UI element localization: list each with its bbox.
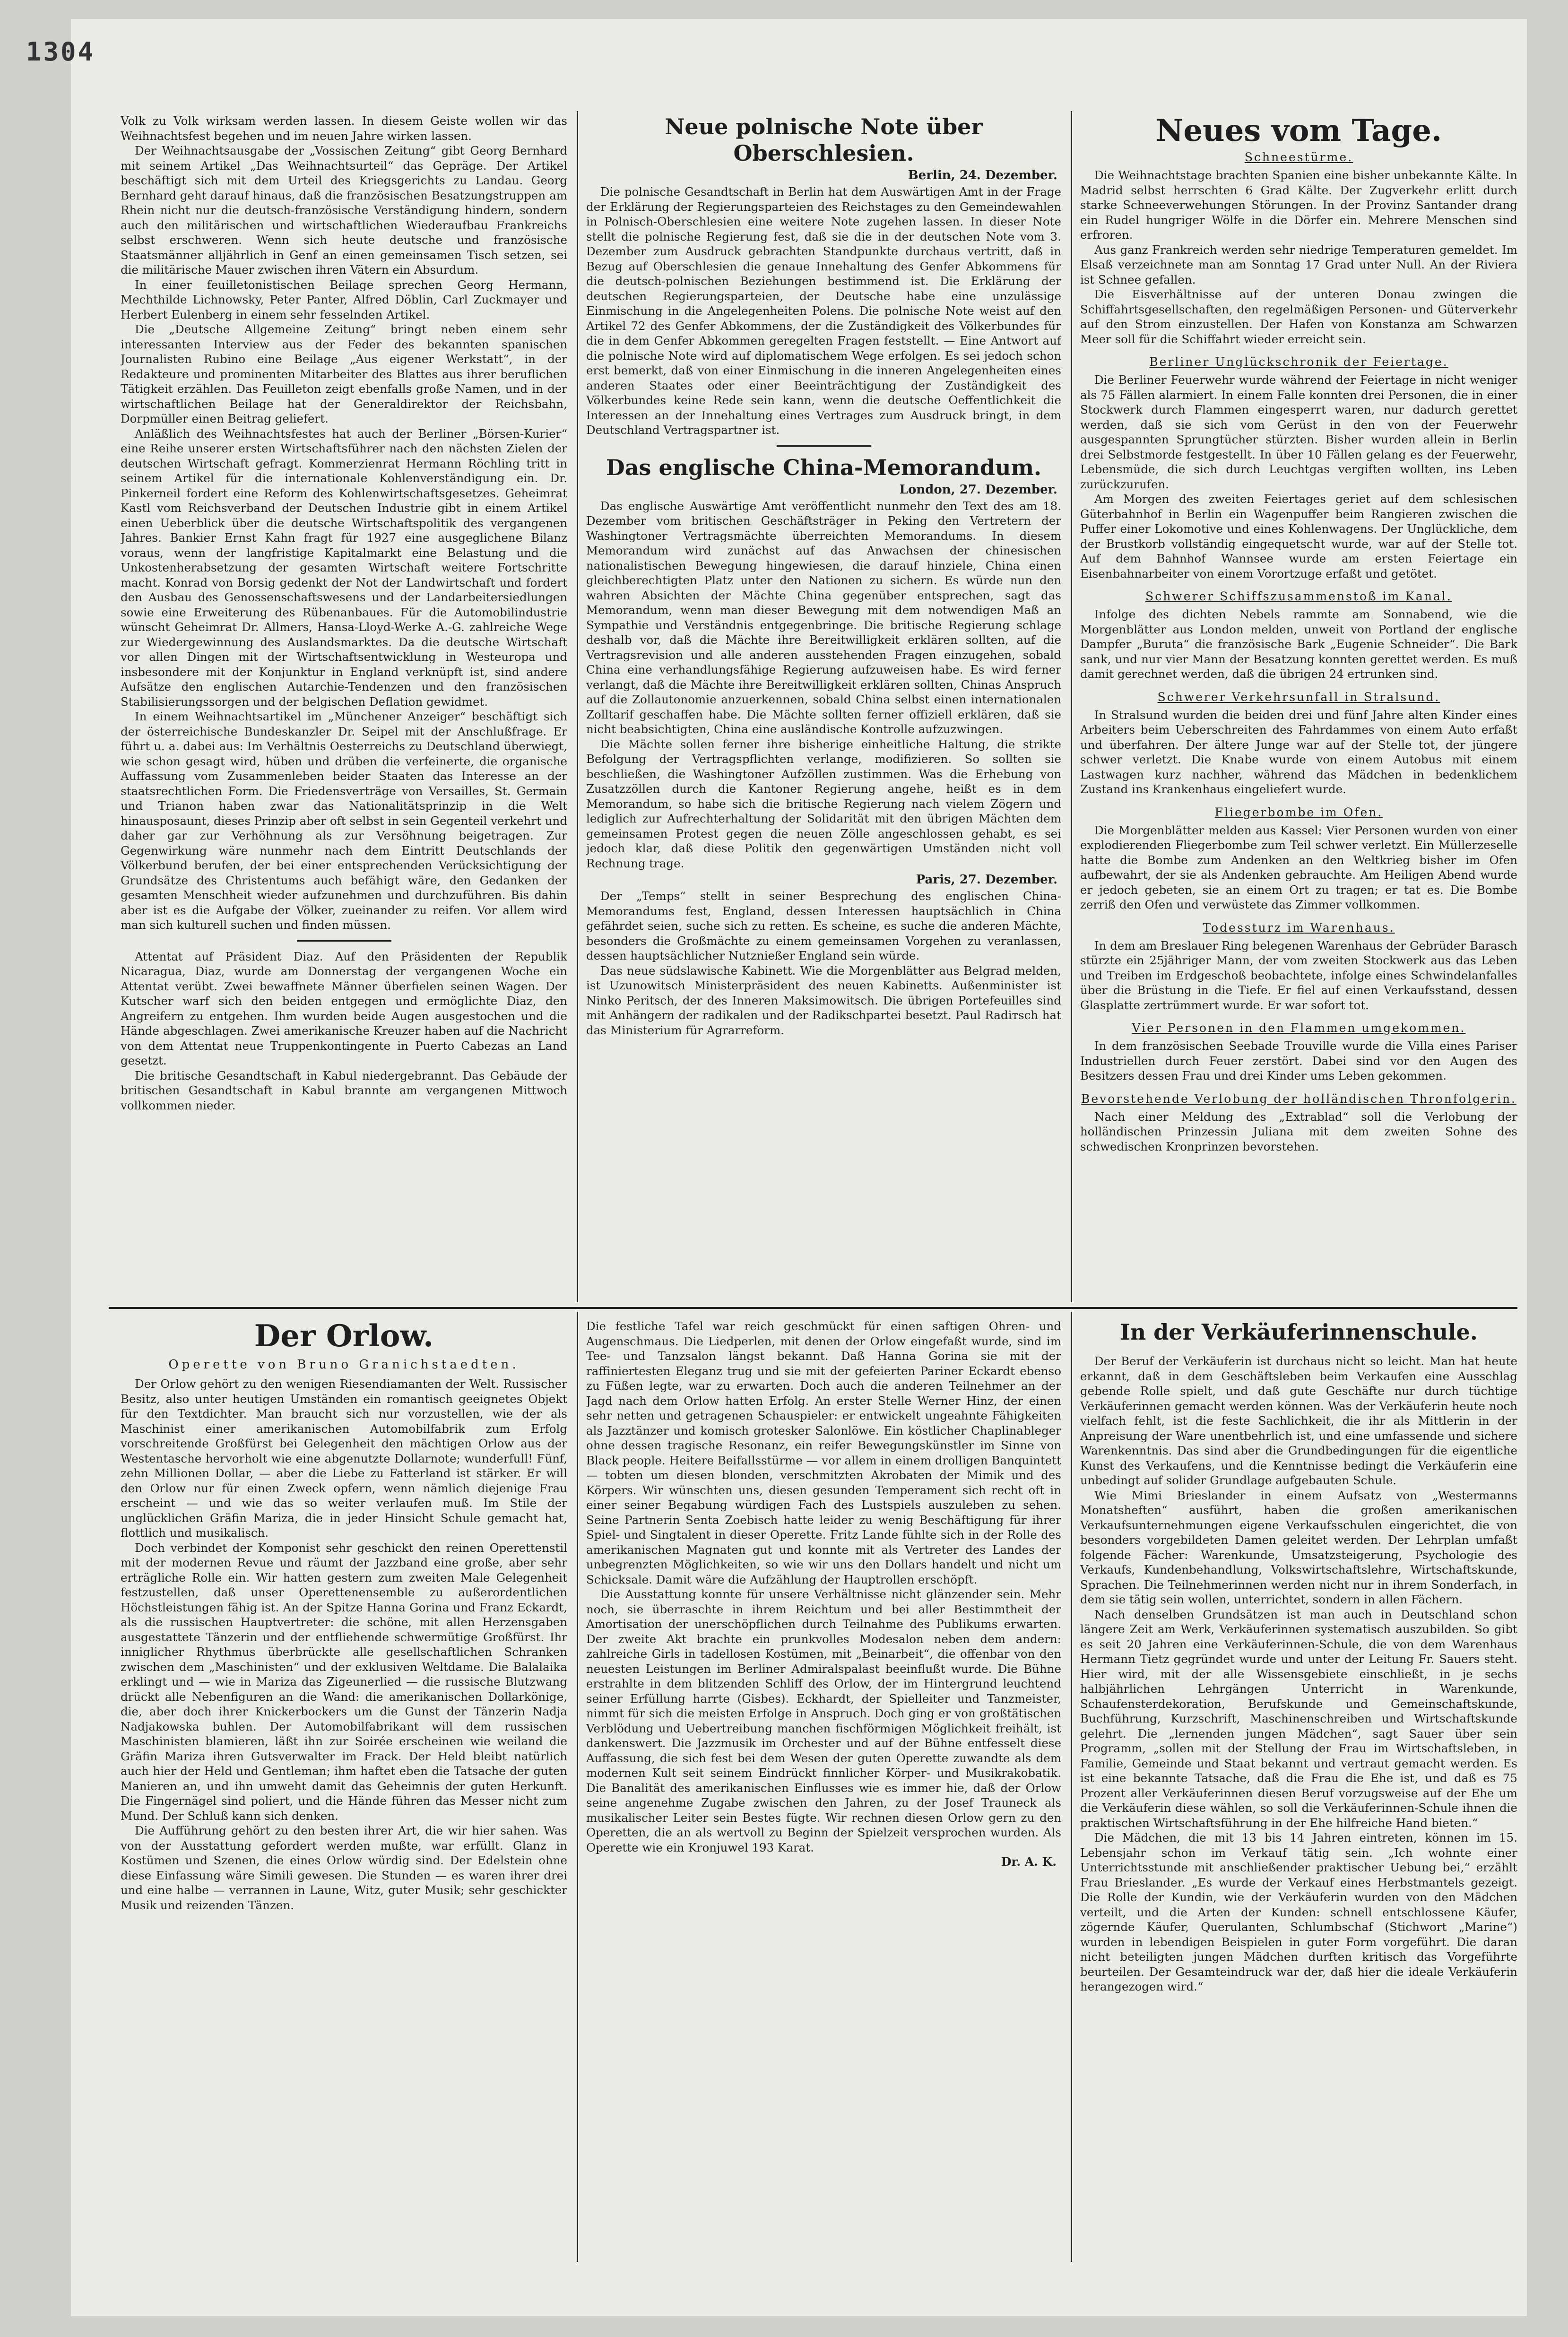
paragraph: Nach denselben Grundsätzen ist man auch in Deutschland schon längere Zeit am Werk, Verkäuferinnen systematisch auszubilden. So gibt es seit 20 Jahren eine Verkäuferinnen-Schule, die von dem Warenhaus Hermann Tietz gegründet wurde und unter der Leitung Fr. Sauers steht. Hier wird, mit der alle Wissensgebiete einschließt, in je sechs halbjährlichen Lehrgängen Unterricht in Warenkunde, Schaufensterdekoration, Berufskunde und Gemeinschaftskunde, Buchführung, Kurzschrift, Maschinenschreiben und Wirtschaftskunde gelehrt. Die „lernenden jungen Mädchen“, sagt Sauer über sein Programm, „sollen mit der Stellung der Frau im Wirtschaftsleben, in Familie, Gemeinde und Staat bekannt und vertraut gemacht werden. Es ist eine bekannte Tatsache, daß die Frau die Ehe ist, und daß es 75 Prozent aller Verkäuferinnen diesen Beruf vorzugsweise auf der Ehe um die Verkäuferin diese wählen, so soll die Verkäuferinnen-Schule ihnen die praktischen Wirtschaftsführung in der Ehe hilfreiche Hand bieten.“ xyxy=(1080,1607,1517,1830)
paragraph: Der Orlow gehört zu den wenigen Riesendiamanten der Welt. Russischer Besitz, also unter heutigen Umständen ein romantisch geeignetes Objekt für den Textdichter. Man braucht sich nur vorzustellen, wie der als Maschinist einer amerikanischen Automobilfabrik zum Erfolg vorschreitende Großfürst bei Gelegenheit den mächtigen Orlow aus der Westentasche hervorholt wie eine abgenutzte Dollarnote; wunderfull! Fünf, zehn Millionen Dollar, — aber die Liebe zu Fatterland ist stärker. Er will den Orlow nur für einen Zweck opfern, wenn nämlich diejenige Frau erscheint — und wie das so weiter verlaufen muß. Im Stile der unglücklichen Gräfin Mariza, die in jeder Hinsicht Schule gemacht hat, flottlich und musikalisch. xyxy=(121,1377,567,1540)
paragraph: Der „Temps“ stellt in seiner Besprechung des englischen China-Memorandums fest, England, dessen Interessen hauptsächlich in China gefährdet seien, suche sich zu retten. Es scheine, es suche die anderen Mächte, besonders die Großmächte zu einem gemeinsamen Vorgehen zu veranlassen, dessen hauptsächlicher Nutznießer England sein würde. xyxy=(586,889,1061,962)
news-item: Die britische Gesandtschaft in Kabul niedergebrannt. Das Gebäude der britischen Gesandtschaft in Kabul brannte am vergangenen Mittwoch vollkommen nieder. xyxy=(121,1068,567,1112)
column-news-of-the-day xyxy=(1080,113,1517,1300)
subheading: Todessturz im Warenhaus. xyxy=(1203,920,1395,935)
paragraph: Die Morgenblätter melden aus Kassel: Vier Personen wurden von einer explodierenden Fliegerbombe zum Teil schwer verletzt. Ein Müllerzeselle hatte die Bombe zum Andenken an den Weltkrieg bisher im Ofen aufbewahrt, der sie als Andenken gebrauchte. Am Heiligen Abend wurde er jedoch gebeten, sie an einem Ort zu tragen; er tat es. Die Bombe zerriß den Ofen und verwüstete das Zimmer vollkommen. xyxy=(1080,823,1517,911)
paragraph: Die „Deutsche Allgemeine Zeitung“ bringt neben einem sehr interessanten Interview aus der Feder des bekannten spanischen Journalisten Rubino eine Beilage „Aus eigener Werkstatt“, in der Redakteure und prominenten Mitarbeiter des Blattes aus ihrer beruflichen Tätigkeit erzählen. Das Feuilleton zeigt ebenfalls große Namen, und in der wirtschaftlichen Beilage hat der Generaldirektor der Reichsbahn, Dorpmüller einen Beitrag geliefert. xyxy=(121,322,567,425)
paragraph: In dem am Breslauer Ring belegenen Warenhaus der Gebrüder Barasch stürzte ein 25jähriger Mann, der vom zweiten Stockwerk aus das Leben und Treiben im Erdgeschoß beobachtete, infolge eines Schwindelanfalles über die Brüstung in die Tiefe. Er fiel auf einen Verkaufsstand, dessen Glasplatte zertrümmert wurde. Er war sofort tot. xyxy=(1080,938,1517,1012)
paragraph: Die Ausstattung konnte für unsere Verhältnisse nicht glänzender sein. Mehr noch, sie überraschte in ihrem Reichtum und bei aller Bestimmtheit der Amortisation der unerschöpflichen durch Teilnahme des Publikums erwarten. Der zweite Akt brachte ein prunkvolles Modesalon neben dem andern: zahlreiche Girls in tadellosen Kostümen, mit „Beinarbeit“, die offenbar von den neuesten Leistungen im Berliner Admiralspalast beeinflußt wurde. Die Bühne erstrahlte in dem blitzenden Schliff des Orlow, der im Hintergrund leuchtend seiner Erfüllung harrte (Gisbes). Eckhardt, der Spielleiter und Tanzmeister, nimmt für sich die meisten Erfolge in Anspruch. Doch ging er von großtätischen Verblödung und Uebertreibung manchen fischförmigen Möglichkeit freihält, ist dankenswert. Die Jazzmusik im Orchester und auf der Bühne entfesselt diese Auffassung, die sich fest bei dem Wesen der guten Operette zuwandte als dem modernen Kult seit seinem Eindrückt finnlicher Körper- und Musikrakobatik. Die Banalität des amerikanischen Einflusses wie es immer hie, daß der Orlow seine angenehme Zugabe zwischen den Jahren, zu der Josef Trauneck als musikalischer Leiter sein Bestes fügte. Wir rechnen diesen Orlow gern zu den Operetten, die an als wertvoll zu Beginn der Spielzeit versprochen wurden. Als Operette wie ein Kronjuwel 193 Karat. xyxy=(586,1587,1061,1854)
subheading: Vier Personen in den Flammen umgekommen. xyxy=(1132,1021,1466,1035)
column-sales-school xyxy=(1080,1319,1517,2264)
column-rule xyxy=(1071,111,1072,1302)
subheading: Schwerer Schiffszusammenstoß im Kanal. xyxy=(1145,589,1452,603)
headline-polish-note: Neue polnische Note über Oberschlesien. xyxy=(665,114,983,166)
column-theatre-review-continued xyxy=(586,1319,1061,2264)
section-rule xyxy=(109,1307,1517,1309)
dateline: Berlin, 24. Dezember. xyxy=(908,168,1057,182)
paragraph: Die Aufführung gehört zu den besten ihrer Art, die wir hier sahen. Was von der Ausstattung gefordert werden mußte, war erfüllt. Glanz in Kostümen und Szenen, die eines Orlow würdig sind. Der Edelstein ohne diese Einfassung wäre Simili gewesen. Die Stunden — es waren ihrer drei und eine halbe — verrannen in Laune, Witz, guter Musik; sehr geschickter Musik und reizenden Tänzen. xyxy=(121,1824,567,1912)
page-number: 1304 xyxy=(26,37,95,67)
dateline: Paris, 27. Dezember. xyxy=(916,873,1057,887)
column-rule xyxy=(577,111,578,1302)
column-theatre-review xyxy=(121,1319,567,2264)
headline-der-orlow: Der Orlow. xyxy=(254,1319,434,1354)
author-signature: Dr. A. K. xyxy=(1001,1855,1057,1869)
paragraph: Anläßlich des Weihnachtsfestes hat auch der Berliner „Börsen-Kurier“ eine Reihe unserer ersten Wirtschaftsführer nach den nächsten Zielen der deutschen Wirtschaft gefragt. Kommerzienrat Hermann Röchling tritt in seinem Artikel für die internationale Kohlenverständigung ein. Dr. Pinkerneil fordert eine Reform des Kohlenwirtschaftsgesetzes. Geheimrat Kastl vom Reichsverband der Deutschen Industrie gibt in einem Artikel einen Ueberblick über die deutsche Wirtschaftspolitik des vergangenen Jahres. Bankier Ernst Kahn fragt für 1927 eine ausgeglichene Bilanz voraus, wenn der langfristige Kapitalmarkt eine Belastung und die Unkostenherabsetzung der gesamten Wirtschaft weitere Fortschritte macht. Konrad von Borsig gedenkt der Not der Landwirtschaft und fordert den Ausbau des Genossenschaftswesens und der Landarbeitersiedlungen sowie eine Erweiterung des Rübenanbaues. Für die Automobilindustrie wünscht Geheimrat Dr. Allmers, Hansa-Lloyd-Werke A.-G. zahlreiche Wege zur Wiedergewinnung des Auslandsmarktes. Da die deutsche Wirtschaft vor allen Dingen mit der Wirtschaftsentwicklung in Westeuropa und insbesondere mit der Konjunktur in England verknüpft ist, sind andere Aufsätze den englischen Autarchie-Tendenzen und den französischen Stabilisierungssorgen und der belgischen Deflation gewidmet. xyxy=(121,426,567,709)
paragraph: Die polnische Gesandtschaft in Berlin hat dem Auswärtigen Amt in der Frage der Erklärung der Regierungsparteien des Reichstages zu den Gemeindewahlen in Polnisch-Oberschlesien eine weitere Note zugehen lassen. In dieser Note stellt die polnische Regierung fest, daß sie die in der deutschen Note vom 3. Dezember zum Ausdruck gebrachten Standpunkte durchaus vertritt, daß in Bezug auf Oberschlesien die genaue Innehaltung des Genfer Abkommens für die deutsch-polnischen Beziehungen bestimmend ist. Die Erklärung der deutschen Regierungsparteien, der Deutsche habe eine unzulässige Einmischung in die Angelegenheiten Polens. Die polnische Note weist auf den Artikel 72 des Genfer Abkommens, der die Zuständigkeit des Völkerbundes für die in dem Genfer Abkommen geregelten Fragen feststellt. — Eine Antwort auf die polnische Note wird auf diplomatischem Wege erfolgen. Es sei jedoch schon erst bemerkt, daß von einer Einmischung in die inneren Angelegenheiten eines anderen Staates oder einer Beeinträchtigung der Zuständigkeit des Völkerbundes keine Rede sein kann, wenn die deutsche Oeffentlichkeit die Interessen an der Innehaltung eines Vertrages zum Ausdruck bringt, in dem Deutschland Vertragspartner ist. xyxy=(586,185,1061,437)
paragraph: Der Beruf der Verkäuferin ist durchaus nicht so leicht. Man hat heute erkannt, daß in dem Geschäftsleben beim Verkaufen eine Ausschlag gebende Rolle spielt, und daß gute Geschäfte nur durch tüchtige Verkäuferinnen gemacht werden können. Was der Verkäuferin heute noch vielfach fehlt, ist die feste Sachlichkeit, die ihr als Mittlerin in der Anpreisung der Ware unentbehrlich ist, und eine umfassende und sichere Warenkenntnis. Das sind aber die Grundbedingungen für die eigentliche Kunst des Verkaufens, und die Kenntnisse bedingt die Verkäuferin eine unbedingt auf solider Grundlage aufgebauten Schule. xyxy=(1080,1354,1517,1487)
subheading: Schwerer Verkehrsunfall in Stralsund. xyxy=(1157,690,1440,704)
paragraph: Doch verbindet der Komponist sehr geschickt den reinen Operettenstil mit der modernen Revue und räumt der Jazzband eine große, aber sehr erträgliche Rolle ein. Wir hatten gestern zum zweiten Male Gelegenheit festzustellen, daß unser Operettenensemble zu außerordentlichen Höchstleistungen fähig ist. An der Spitze Hanna Gorina und Franz Eckardt, als die russischen Hauptvertreter: die schöne, mit allen Herzensgaben ausgestattete Tänzerin und der entfliehende schwermütige Großfürst. Ihr inniglicher Rhythmus überbrückte alle gesellschaftlichen Schranken zwischen dem „Maschinisten“ und der exklusiven Weltdame. Die Balalaika erklingt und — wie in Mariza das Zigeunerlied — die russische Blutzwang drückt alle Nebenfiguren an die Wand: die amerikanischen Dollarkönige, die, aber doch ihrer Knickerbockers um die Gunst der Tänzerin Nadja Nadjakowska buhlen. Der Automobilfabrikant will dem russischen Maschinisten blamieren, läßt ihn zur Soirée erscheinen wie weiland die Gräfin Mariza ihren Gutsverwalter im Frack. Der Held bleibt natürlich auch hier der Held und Gentleman; ihm haftet eben die Tatsache der guten Manieren an, und ihn umweht damit das Geheimnis der guten Herkunft. Die Fingernägel sind poliert, und die Hände führen das Messer nicht zum Mund. Der Schluß kann sich denken. xyxy=(121,1541,567,1823)
newspaper-page xyxy=(26,19,1527,2316)
dateline: London, 27. Dezember. xyxy=(899,482,1057,497)
paragraph: In dem französischen Seebade Trouville wurde die Villa eines Pariser Industriellen durch Feuer zerstört. Dabei sind vor den Augen des Besitzers dessen Frau und drei Kinder ums Leben gekommen. xyxy=(1080,1039,1517,1082)
paragraph: Die festliche Tafel war reich geschmückt für einen saftigen Ohren- und Augenschmaus. Die Liedperlen, mit denen der Orlow eingefaßt wurde, sind im Tee- und Tanzsalon längst bekannt. Daß Hanna Gorina sie mit der raffiniertesten Eleganz trug und sie mit der gefeierten Pariner Eckardt ebenso zu Füßen legte, war zu erwarten. Doch auch die anderen Teilnehmer an der Jagd nach dem Orlow hatten Erfolg. An erster Stelle Werner Hinz, der einen sehr netten und getragenen Schauspieler: er entwickelt ungeahnte Fähigkeiten als Jazztänzer und komisch grotesker Salonlöwe. Ein köstlicher Chaplinableger ohne dessen tragische Resonanz, ein reifer Bewegungskünstler im Sinne von Black people. Heitere Beifallsstürme — vor allem in einem drolligen Banquintett — tobten um diesen blonden, verschmitzten Akrobaten der Mimik und des Körpers. Wir wünschten uns, diesen gesunden Temperament sich recht oft in einer seiner Begabung würdigen Fach des Lustspiels auszuleben zu sehen. Seine Partnerin Senta Zoebisch hatte leider zu wenig Beschäftigung für ihrer Spiel- und Singtalent in dieser Operette. Fritz Lande fühlte sich in der Rolle des amerikanischen Magnaten gut und konnte mit als Vertreter des Landes der unbegrenzten Möglichkeiten, so wie wir uns den Dollars handelt und nicht um Schicksale. Damit wäre die Aufzählung der Hauptrollen erschöpft. xyxy=(586,1319,1061,1586)
headline-sales-school: In der Verkäuferinnenschule. xyxy=(1120,1319,1478,1345)
column-politics xyxy=(586,113,1061,1300)
paragraph: In einer feuilletonistischen Beilage sprechen Georg Hermann, Mechthilde Lichnowsky, Peter Panter, Alfred Döblin, Carl Zuckmayer und Herbert Eulenberg in einem sehr fesselnden Artikel. xyxy=(121,277,567,321)
divider xyxy=(297,940,391,942)
divider xyxy=(777,445,871,447)
headline-china-memorandum: Das englische China-Memorandum. xyxy=(606,454,1042,480)
paragraph: Der Weihnachtsausgabe der „Vossischen Zeitung“ gibt Georg Bernhard mit seinem Artikel „Das Weihnachtsurteil“ das Gepräge. Der Artikel beschäftigt sich mit dem Urteil des Kriegsgerichts zu Landau. Georg Bernhard geht darauf hinaus, daß die französischen Besatzungstruppen am Rhein nicht nur die deutsch-französische Verständigung hindern, sondern auch den militärischen und wirtschaftlichen Wiederaufbau Frankreichs selbst erschweren. Wenn sich heute deutsche und französische Staatsmänner alljährlich in Genf an einen gemeinsamen Tisch setzen, sei die militärische Mauer zwischen ihren Vätern ein Absurdum. xyxy=(121,144,567,277)
paragraph: In Stralsund wurden die beiden drei und fünf Jahre alten Kinder eines Arbeiters beim Ueberschreiten des Fahrdammes von einem Auto erfaßt und überfahren. Der ältere Junge war auf der Stelle tot, der jüngere schwer verletzt. Die Knabe wurde von einem Autobus mit einem Lastwagen kurz nachher, während das Mädchen in bedenklichem Zustand ins Krankenhaus eingeliefert wurde. xyxy=(1080,708,1517,796)
subheading: Berliner Unglückschronik der Feiertage. xyxy=(1149,355,1448,369)
subheading: Schneestürme. xyxy=(1244,150,1353,164)
paragraph: Die Mächte sollen ferner ihre bisherige einheitliche Haltung, die strikte Befolgung der Vertragspflichten verlange, modifizieren. So sollten sie beschließen, die Washingtoner Aufzöllen zustimmen. Was die Erhebung von Zusatzzöllen durch die Kantoner Regierung angehe, heißt es in dem Memorandum, so habe sich die britische Regierung nach vielem Zögern und lediglich zur Aufrechterhaltung der Solidarität mit den übrigen Mächten dem gemeinsamen Protest gegen die neuen Zölle angeschlossen gehabt, es sei jedoch klar, daß diese Politik den gegenwärtigen Umständen nicht voll Rechnung trage. xyxy=(586,737,1061,870)
byline: Operette von Bruno Granichstaedten. xyxy=(168,1358,520,1372)
paragraph: Volk zu Volk wirksam werden lassen. In diesem Geiste wollen wir das Weihnachtsfest begehen und im neuen Jahre wirken lassen. xyxy=(121,114,567,143)
column-rule xyxy=(577,1312,578,2262)
paragraph: Infolge des dichten Nebels rammte am Sonnabend, wie die Morgenblätter aus London melden, unweit von Portland der englische Dampfer „Buruta“ die französische Bark „Eugenie Schneider“. Die Bark sank, und nur vier Mann der Besatzung konnten gerettet werden. Es muß damit gerechnet werden, daß die übrigen 24 ertrunken sind. xyxy=(1080,607,1517,681)
headline-news-of-the-day: Neues vom Tage. xyxy=(1155,113,1442,148)
news-item: Das neue südslawische Kabinett. Wie die Morgenblätter aus Belgrad melden, ist Uzunowitsch Ministerpräsident des neuen Kabinetts. Außenminister ist Ninko Peritsch, der des Inneren Maksimowitsch. Die übrigen Portefeuilles sind mit Anhängern der radikalen und der Radikschpartei besetzt. Paul Radiтsch hat das Ministerium für Agrarreform. xyxy=(586,963,1061,1037)
subheading: Bevorstehende Verlobung der holländischen Thronfolgerin. xyxy=(1081,1091,1516,1106)
paragraph: In einem Weihnachtsartikel im „Münchener Anzeiger“ beschäftigt sich der österreichische Bundeskanzler Dr. Seipel mit der Anschlußfrage. Er führt u. a. dabei aus: Im Verhältnis Oesterreichs zu Deutschland überwiegt, wie schon gesagt wird, hüben und drüben die verfeinerte, die organische Auffassung vom Zusammenleben beider Staaten das Interesse an der staatsrechtlichen Form. Die Friedensverträge von Versailles, St. Germain und Trianon haben zwar das Nationalitätsprinzip in die Welt hinausposaunt, dieses Prinzip aber oft selbst in sein Gegenteil verkehrt und daher gar zur Verhöhnung als zur Versöhnung beigetragen. Zur Gegenwirkung wäre nunmehr nach dem Eintritt Deutschlands der Völkerbund berufen, der bei einer entsprechenden Verücksichtigung der Grundsätze des Christentums auch befähigt wäre, den Gedanken der gesamten Menschheit wieder aufzunehmen und durchzuführen. Bis dahin aber ist es die Aufgabe der Völker, zueinander zu reifen. Vor allem wird man sich kulturell suchen und finden müssen. xyxy=(121,710,567,932)
news-item: Attentat auf Präsident Diaz. Auf den Präsidenten der Republik Nicaragua, Diaz, wurde am Donnerstag der vergangenen Woche ein Attentat verübt. Zwei bewaffnete Männer überfielen seinen Wagen. Der Kutscher warf sich den beiden entgegen und ermöglichte Diaz, den Angreifern zu entgehen. Ihm wurden beide Augen ausgestochen und die Hände abgeschlagen. Zwei amerikanische Kreuzer haben auf die Nachricht von dem Attentat neue Truppenkontingente in Puerto Cabezas an Land gesetzt. xyxy=(121,949,567,1067)
paragraph: Die Weihnachtstage brachten Spanien eine bisher unbekannte Kälte. In Madrid selbst herrschten 6 Grad Kälte. Der Zugverkehr erlitt durch starke Schneeverwehungen Störungen. In der Provinz Santander drang ein Rudel hungriger Wölfe in die Dörfer ein. Mehrere Menschen sind erfroren. xyxy=(1080,168,1517,242)
column-commentary xyxy=(121,113,567,1300)
paragraph: Wie Mimi Brieslander in einem Aufsatz von „Westermanns Monatsheften“ ausführt, haben die großen amerikanischen Verkaufsunternehmungen eigene Verkaufsschulen eingerichtet, die von besonders vorgebildeten Damen geleitet werden. Der Lehrplan umfaßt folgende Fächer: Warenkunde, Umsatzsteigerung, Psychologie des Verkaufs, Kundenbehandlung, Volkswirtschaftslehre, Wirtschaftskunde, Sprachen. Die Teilnehmerinnen werden nicht nur in ihrem Sonderfach, in dem sie tätig sein wollen, unterrichtet, sondern in allen Fächern. xyxy=(1080,1488,1517,1606)
paragraph: Die Eisverhältnisse auf der unteren Donau zwingen die Schiffahrtsgesellschaften, den regelmäßigen Personen- und Güterverkehr auf den Strom einzustellen. Der Hafen von Konstanza am Schwarzen Meer soll für die Schiffahrt wieder erreicht sein. xyxy=(1080,287,1517,346)
paragraph: Am Morgen des zweiten Feiertages geriet auf dem schlesischen Güterbahnhof in Berlin ein Wagenpuffer beim Rangieren zwischen die Puffer einer Lokomotive und eines Kohlenwagens. Der Unglückliche, dem der Brustkorb vollständig eingequetscht wurde, war auf der Stelle tot. Auf dem Bahnhof Wannsee wurde am ersten Feiertage ein Eisenbahnarbeiter von einem Vorortzuge erfaßt und getötet. xyxy=(1080,492,1517,580)
paragraph: Nach einer Meldung des „Extrablad“ soll die Verlobung der holländischen Prinzessin Juliana mit dem zweiten Sohne des schwedischen Kronprinzen bevorstehen. xyxy=(1080,1109,1517,1153)
paragraph: Aus ganz Frankreich werden sehr niedrige Temperaturen gemeldet. Im Elsaß verzeichnete man am Sonntag 17 Grad unter Null. An der Riviera ist Schnee gefallen. xyxy=(1080,242,1517,286)
column-rule xyxy=(1071,1312,1072,2262)
paragraph: Das englische Auswärtige Amt veröffentlicht nunmehr den Text des am 18. Dezember vom britischen Geschäftsträger in Peking den Vertretern der Washingtoner Vertragsmächte überreichten Memorandums. In diesem Memorandum wird zunächst auf das Anwachsen der chinesischen nationalistischen Bewegung hingewiesen, die darauf hinziele, China einen gleichberechtigten Platz unter den Nationen zu sichern. Es würde nun den wahren Absichten der Mächte China gegenüber entsprechen, sagt das Memorandum, wenn man dieser Bewegung mit dem notwendigen Maß an Sympathie und Verständnis entgegenbringe. Die britische Regierung schlage deshalb vor, daß die Mächte ihre Bereitwilligkeit erklären sollten, auf die Vertragsrevision und alle anderen ausstehenden Fragen einzugehen, sobald China eine verhandlungsfähige Regierung aufzuweisen habe. Es wird ferner verlangt, daß die Mächte ihre Bereitwilligkeit erklären sollten, Chinas Anspruch auf die Zollautonomie anzuerkennen, sobald China selbst einen internationalen Zolltarif geschaffen habe. Die Mächte sollten ferner offiziell erklären, daß sie nicht beabsichtigten, China eine ausländische Kontrolle aufzuzwingen. xyxy=(586,499,1061,736)
paragraph: Die Berliner Feuerwehr wurde während der Feiertage in nicht weniger als 75 Fällen alarmiert. In einem Falle konnten drei Personen, die in einer Stockwerk durch Flammen eingesperrt waren, nur dadurch gerettet werden, daß sie sich vom Gerüst in den von der Feuerwehr ausgespannten Sprungtücher stürzten. Bisher wurden allein in Berlin drei Selbstmorde festgestellt. In über 10 Fällen gelang es der Feuerwehr, Lebensmüde, die sich durch Leuchtgas vergiften wollten, ins Leben zurückzurufen. xyxy=(1080,373,1517,491)
subheading: Fliegerbombe im Ofen. xyxy=(1214,805,1383,819)
paragraph: Die Mädchen, die mit 13 bis 14 Jahren eintreten, können im 15. Lebensjahr schon im Verkauf tätig sein. „Ich wohnte einer Unterrichtsstunde mit anschließender praktischer Uebung bei,“ erzählt Frau Brieslander. „Es wurde der Verkauf eines Herbstmantels gezeigt. Die Rolle der Kundin, wie der Verkäuferin wurden von den Mädchen verteilt, und die Arten der Kunden: schnell entschlossene Käufer, zögernde Käufer, Querulanten, Schlumbschaf (Stichwort „Marine“) wurden in lebendigen Beispielen in guter Form vorgeführt. Die daran nicht beteiligten jungen Mädchen durften kritisch das Vorgeführte beurteilen. Der Gesamteindruck war der, daß hier die ideale Verkäuferin herangezogen wird.“ xyxy=(1080,1831,1517,1993)
